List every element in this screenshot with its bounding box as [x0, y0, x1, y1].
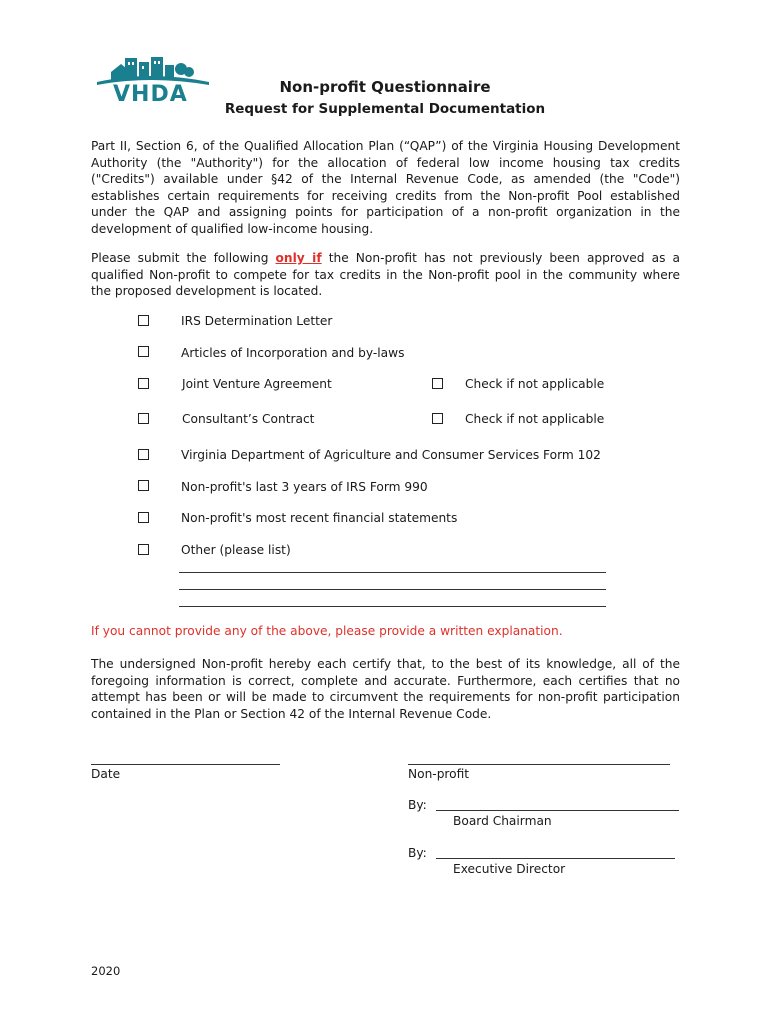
date-line[interactable] [91, 764, 280, 765]
page-title-text: Non-profit Questionnaire [279, 78, 491, 96]
director-title: Executive Director [453, 862, 566, 876]
joint-venture-na-label: Check if not applicable [465, 377, 605, 391]
consultant-label: Consultant’s Contract [182, 412, 315, 426]
consultant-na-label: Check if not applicable [465, 412, 605, 426]
instruction-before: Please submit the following [91, 251, 276, 265]
chairman-title: Board Chairman [453, 814, 552, 828]
director-signature-line[interactable] [436, 858, 675, 859]
irs-letter-label: IRS Determination Letter [181, 314, 333, 328]
joint-venture-checkbox[interactable] [138, 378, 149, 389]
instruction-after: the Non-profit has not previously been approved as a qualified Non-profit to compete for tax credits in the Non-profit pool in the community where the proposed development is located. [91, 251, 680, 298]
other-list-line-3[interactable] [179, 606, 606, 607]
nonprofit-line[interactable] [408, 764, 670, 765]
certification-paragraph: The undersigned Non-profit hereby each certify that, to the best of its knowledge, all of the foregoing information is correct, complete and accurate. Furthermore, each certifies that no attempt has been or will be made to circumvent the requirements for non-profit participation contained in the Plan or Section 42 of the Internal Revenue Code. [91, 657, 680, 721]
form-990-checkbox[interactable] [138, 480, 149, 491]
consultant-checkbox[interactable] [138, 413, 149, 424]
instruction-paragraph [91, 250, 680, 300]
page-subtitle [0, 101, 770, 117]
intro-paragraph: Part II, Section 6, of the Qualified Allocation Plan (“QAP”) of the Virginia Housing Development Authority (the "Authority") for the allocation of federal low income housing tax credits ("Credits") available under §42 of the Internal Revenue Code, as amended (the "Code") establishes certain requirements for receiving credits from the Non-profit Pool established under the QAP and assigning points for participation of a non-profit organization in the development of qualified low-income housing. [91, 139, 680, 236]
logo-text: VHDA [113, 82, 188, 107]
articles-checkbox[interactable] [138, 346, 149, 357]
other-list-line-2[interactable] [179, 589, 606, 590]
form-102-checkbox[interactable] [138, 449, 149, 460]
consultant-na-checkbox[interactable] [432, 413, 443, 424]
joint-venture-na-checkbox[interactable] [432, 378, 443, 389]
only-if-emphasis: only if [275, 251, 322, 265]
form-990-label: Non-profit's last 3 years of IRS Form 990 [181, 480, 428, 494]
other-list-line-1[interactable] [179, 572, 606, 573]
footer-year: 2020 [91, 964, 121, 978]
joint-venture-label: Joint Venture Agreement [182, 377, 332, 391]
explanation-note: If you cannot provide any of the above, please provide a written explanation. [91, 624, 563, 638]
other-label: Other (please list) [181, 543, 291, 557]
financial-statements-checkbox[interactable] [138, 512, 149, 523]
chairman-signature-line[interactable] [436, 810, 679, 811]
page-title [0, 78, 770, 96]
articles-label: Articles of Incorporation and by-laws [181, 346, 405, 360]
chairman-by-label: By: [408, 798, 427, 812]
date-label: Date [91, 767, 121, 781]
other-checkbox[interactable] [138, 544, 149, 555]
financial-statements-label: Non-profit's most recent financial statements [181, 511, 458, 525]
irs-letter-checkbox[interactable] [138, 315, 149, 326]
page-subtitle-text: Request for Supplemental Documentation [224, 101, 546, 117]
director-by-label: By: [408, 846, 427, 860]
form-102-label: Virginia Department of Agriculture and Consumer Services Form 102 [181, 448, 601, 462]
nonprofit-label: Non-profit [408, 767, 470, 781]
